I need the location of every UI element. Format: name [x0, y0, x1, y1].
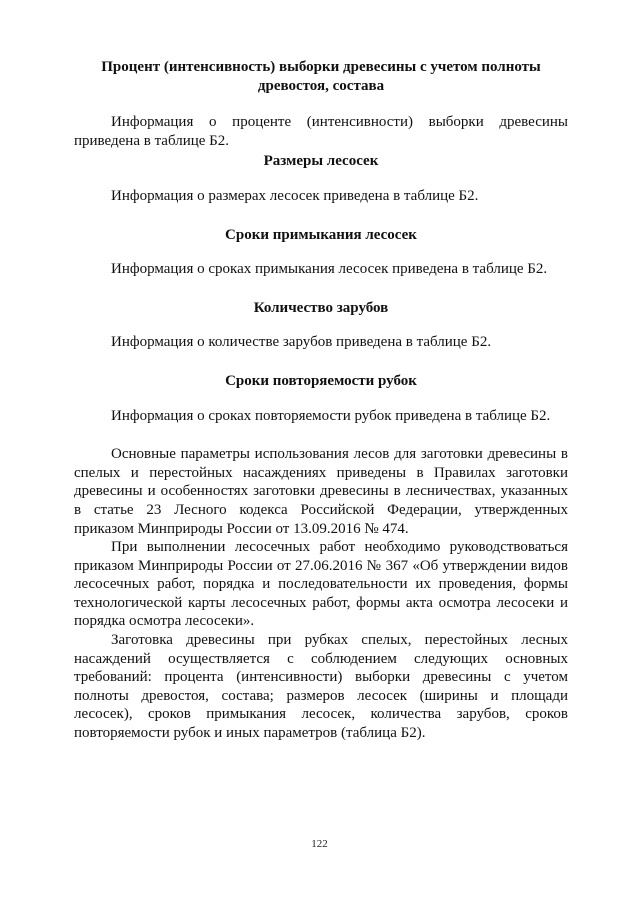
body-paragraph-parameters: Основные параметры использования лесов для заготовки древесины в спелых и перестойных насаждениях приведены в Правилах заготовки древесины и особенностях заготовки древесины в лесничествах, указанных в статье 23 Лесного кодекса Российской Федерации, утвержденных приказом Минприроды России от 13.09.2016 № 474.: [74, 446, 568, 537]
body-paragraph-logging-works: При выполнении лесосечных работ необходимо руководствоваться приказом Минприроды России от 27.06.2016 № 367 «Об утверждении видов лесосечных работ, порядка и последовательности их проведения, формы технологической карты лесосечных работ, формы акта осмотра лесосеки и порядка осмотра лесосеки».: [74, 539, 568, 630]
section-heading-repeat: Сроки повторяемости рубок: [225, 372, 417, 389]
section-heading-adjacency: Сроки примыкания лесосек: [225, 226, 417, 243]
page-number: 122: [311, 838, 328, 850]
section-text-intensity: Информация о проценте (интенсивности) выборки древесины приведена в таблице Б2.: [74, 114, 568, 149]
page-content: [74, 58, 568, 743]
section-heading-cuts: Количество зарубов: [253, 299, 389, 316]
section-text-cuts: Информация о количестве зарубов приведена в таблице Б2.: [111, 334, 492, 351]
section-heading-intensity: Процент (интенсивность) выборки древесины с учетом полноты древостоя, состава: [101, 59, 541, 94]
section-text-sizes: Информация о размерах лесосек приведена в таблице Б2.: [111, 187, 479, 204]
body-paragraph-requirements: Заготовка древесины при рубках спелых, перестойных лесных насаждений осуществляется с соблюдением следующих основных требований: процента (интенсивности) выборки древесины с учетом полноты древостоя, состава; размеров лесосек (ширины и площади лесосек), сроков примыкания лесосек, количества зарубов, сроков повторяемости рубок и иных параметров (таблица Б2).: [74, 632, 568, 742]
section-heading-sizes: Размеры лесосек: [263, 153, 379, 170]
section-text-adjacency: Информация о сроках примыкания лесосек приведена в таблице Б2.: [111, 261, 548, 278]
section-text-repeat: Информация о сроках повторяемости рубок приведена в таблице Б2.: [111, 407, 551, 424]
